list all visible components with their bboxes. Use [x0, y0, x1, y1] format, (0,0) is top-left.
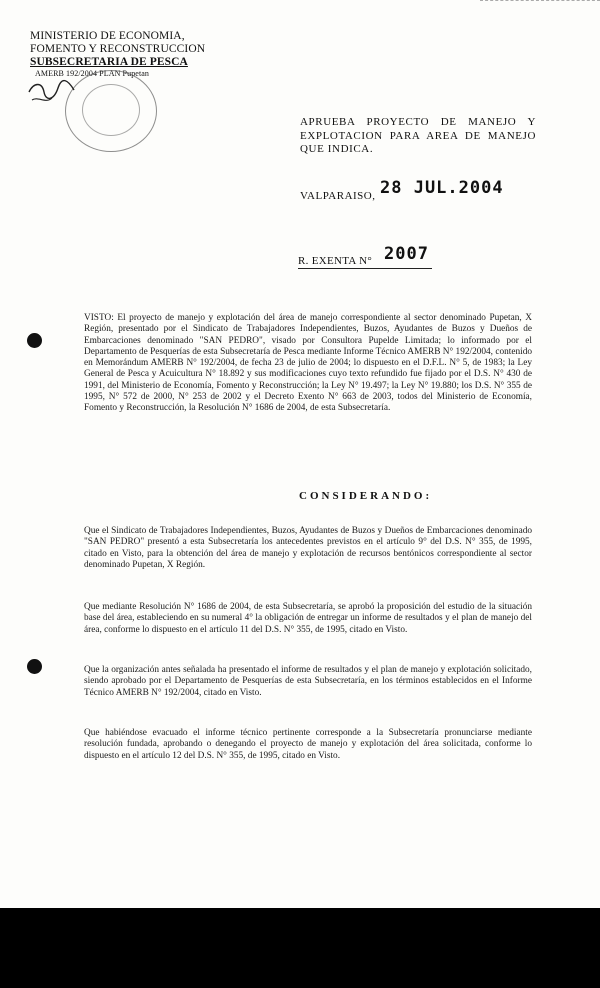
- considerando-paragraph-3: Que la organización antes señalada ha presentado el informe de resultados y el plan de manejo y explotación solicitado, siendo aprobado por el Departamento de Pesquerías de esta Subsecretaría, en los términos establecidos en el Informe Técnico AMERB N° 192/2004, citado en Visto.: [84, 665, 532, 698]
- handwritten-initials: [24, 70, 84, 110]
- considerando-paragraph-4: Que habiéndose evacuado el informe técnico pertinente corresponde a la Subsecretaría pronunciarse mediante resolución fundada, aprobando o denegando el proyecto de manejo y explotación del área solicitada, conforme lo dispuesto en el artículo 12 del D.S. N° 355, de 1995, citado en Visto.: [84, 728, 532, 761]
- binder-punch-hole-top: [27, 333, 42, 348]
- considerando-paragraph-1: Que el Sindicato de Trabajadores Independientes, Buzos, Ayudantes de Buzos y Dueños de Embarcaciones denominado "SAN PEDRO" presentó a esta Subsecretaría los antecedentes previstos en el artículo 9° del D.S. N° 355, de 1995, citado en Visto, para la obtención del área de manejo y explotación de recursos bentónicos correspondiente al sector denominado Pupetan, X Región.: [84, 526, 532, 570]
- resolution-date: 28 JUL.2004: [380, 178, 504, 198]
- resolution-title: APRUEBA PROYECTO DE MANEJO Y EXPLOTACION PARA AREA DE MANEJO QUE INDICA.: [300, 116, 536, 155]
- place-label: VALPARAISO,: [300, 190, 376, 202]
- resolution-underline: [298, 268, 432, 269]
- scan-bottom-border: [0, 908, 600, 988]
- scan-edge-marks: [480, 0, 600, 3]
- official-seal-inner-ring: [82, 84, 140, 136]
- binder-punch-hole-bottom: [27, 659, 42, 674]
- ministry-line-2: FOMENTO Y RECONSTRUCCION: [30, 43, 206, 55]
- reference-code: AMERB 192/2004 PLAN Pupetan: [35, 69, 150, 78]
- considerando-paragraph-2: Que mediante Resolución N° 1686 de 2004, de esta Subsecretaría, se aprobó la proposición del estudio de la situación base del área, estableciendo en su numeral 4° la obligación de entregar un informe de resultados y el plan de manejo del área, conforme lo dispuesto en el artículo 11 del D.S. N° 355, de 1995, citado en Visto.: [84, 602, 532, 635]
- subsecretaria-line: SUBSECRETARIA DE PESCA: [30, 56, 188, 68]
- ministry-line-1: MINISTERIO DE ECONOMIA,: [30, 30, 185, 42]
- visto-paragraph: VISTO: El proyecto de manejo y explotación del área de manejo correspondiente al sector denominado Pupetan, X Región, presentado por el Sindicato de Trabajadores Independientes, Buzos, Ayudantes de Buzos y Dueños de Embarcaciones denominado "SAN PEDRO", visado por Consultora Pupelde Limitada; lo informado por el Departamento de Pesquerías de esta Subsecretaría de Pesca mediante Informe Técnico AMERB N° 192/2004, contenido en Memorándum AMERB N° 192/2004, de fecha 23 de julio de 2004; lo dispuesto en el D.F.L. N° 5, de 1983; la Ley General de Pesca y Acuicultura N° 18.892 y sus modificaciones cuyo texto refundido fue fijado por el D.S. N° 430 de 1991, del Ministerio de Economía, Fomento y Reconstrucción; la Ley N° 19.497; la Ley N° 19.880; los D.S. N° 355 de 1995, N° 572 de 2000, N° 253 de 2002 y el Decreto Exento N° 663 de 2003, todos del Ministerio de Economía, Fomento y Reconstrucción, la Resolución N° 1686 de 2004, de esta Subsecretaría.: [84, 313, 532, 414]
- resolution-number: 2007: [384, 244, 429, 264]
- exenta-label: R. EXENTA N°: [298, 255, 373, 267]
- considerando-heading: CONSIDERANDO:: [299, 490, 433, 502]
